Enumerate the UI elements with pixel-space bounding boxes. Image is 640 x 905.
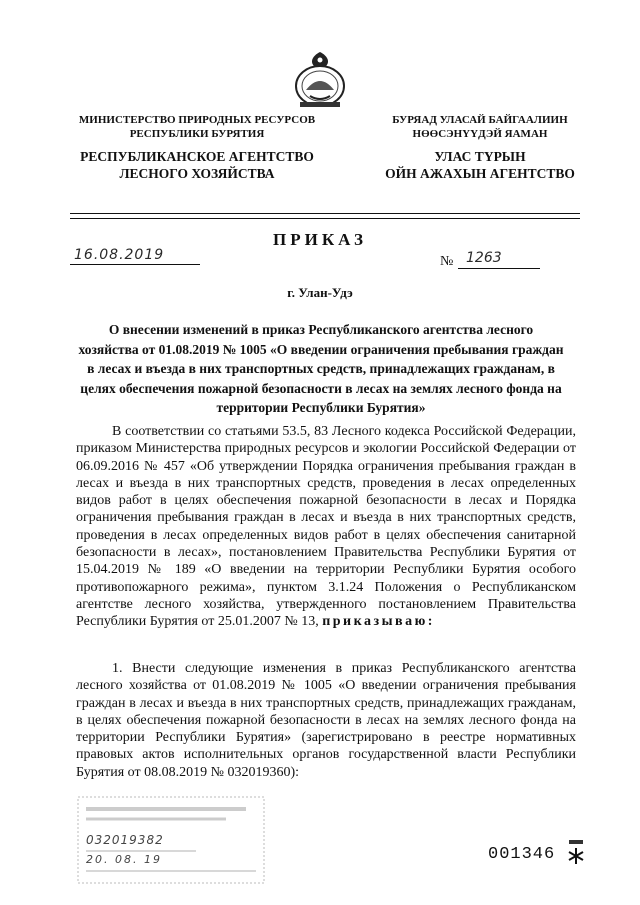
agency-bu-line-1: УЛАС ТҮРЫН — [434, 149, 526, 164]
document-date: 16.08.2019 — [74, 247, 165, 263]
agency-name-russian — [72, 148, 322, 182]
stamp-date: 20. 08. 19 — [86, 853, 162, 866]
agency-name-buryat — [360, 148, 600, 182]
ministry-name-russian — [72, 113, 322, 141]
preamble-text: В соответствии со статьями 53.5, 83 Лесного кодекса Российской Федерации, приказом Министерства природных ресурсов и экологии Российской Федерации от 06.09.2016 № 457 «Об утверждении Порядка ограничения пребывания граждан в лесах и въезда в них транспортных средств, проведения в лесах определенных видов работ в целях обеспечения пожарной безопасности в лесах и Порядка ограничения пребывания граждан в лесах и въезда в них транспортных средств, проведения в лесах определенных видов работ в целях обеспечения санитарной безопасности в лесах», постановлением Правительства Республики Бурятия от 15.04.2019 № 189 «О введении на территории Республики Бурятия особого противопожарного режима», пунктом 3.1.24 Положения о Республиканском агентстве лесного хозяйства, утвержденного постановлением Правительства Республики Бурятия от 25.01.2007 № 13, — [76, 424, 576, 630]
document-title: О внесении изменений в приказ Республиканского агентства лесного хозяйства от 01.08.2019 № 1005 «О введении ограничения пребывания граждан в лесах и въезда в них транспортных средств, принадлежащих гражданам, в целях обеспечения пожарной безопасности в лесах на землях лесного фонда на территории Республики Бурятия» — [78, 322, 564, 415]
snowflake-mark-icon — [566, 840, 586, 866]
document-type-heading: ПРИКАЗ — [273, 230, 367, 249]
coat-of-arms-emblem — [292, 50, 348, 110]
form-serial-number: 001346 — [488, 845, 556, 864]
ministry-ru-line-1: МИНИСТЕРСТВО ПРИРОДНЫХ РЕСУРСОВ — [78, 114, 316, 126]
ministry-ru-line-2: РЕСПУБЛИКИ БУРЯТИЯ — [129, 128, 265, 140]
number-underline — [458, 268, 540, 269]
item-1-paragraph: 1. Внести следующие изменения в приказ Республиканского агентства лесного хозяйства от 01.08.2019 № 1005 «О введении ограничения пребывания граждан в лесах и въезда в них транспортных средств, принадлежащих гражданам, в целях обеспечения пожарной безопасности в лесах на землях лесного фонда на территории Республики Бурятия» (зарегистрировано в реестре нормативных правовых актов исполнительных органов государственной власти Республики Бурятия от 08.08.2019 № 032019360): — [76, 661, 576, 780]
agency-ru-line-1: РЕСПУБЛИКАНСКОЕ АГЕНТСТВО — [80, 149, 314, 164]
ministry-name-buryat — [360, 113, 600, 141]
agency-bu-line-2: ОЙН АЖАХЫН АГЕНТСТВО — [385, 166, 575, 181]
document-number: 1263 — [466, 250, 502, 266]
agency-ru-line-2: ЛЕСНОГО ХОЗЯЙСТВА — [119, 166, 275, 181]
command-word: приказываю: — [322, 614, 435, 630]
city-line: г. Улан-Удэ — [287, 285, 353, 300]
header-divider-thin — [70, 218, 580, 219]
number-sign: № — [440, 254, 454, 269]
ministry-bu-line-1: БУРЯАД УЛАСАЙ БАЙГААЛИИН — [392, 114, 568, 126]
stamp-registration-number: 032019382 — [86, 833, 164, 847]
ministry-bu-line-2: НӨӨСЭНҮҮДЭЙ ЯАМАН — [412, 128, 548, 140]
header-divider-thick — [70, 213, 580, 214]
preamble-paragraph — [76, 423, 576, 631]
date-underline — [70, 264, 200, 265]
